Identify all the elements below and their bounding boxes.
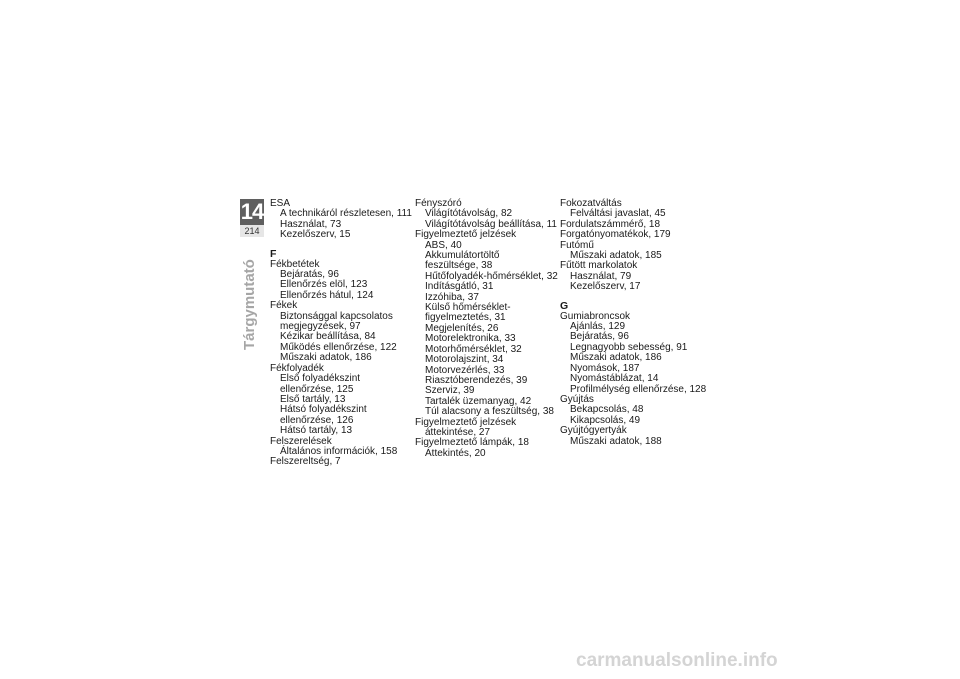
index-subentry: Ajánlás, 129 — [570, 321, 626, 333]
index-entry: Fordulatszámmérő, 18 — [560, 218, 661, 230]
index-letter-heading: G — [560, 299, 569, 312]
index-subentry: Bekapcsolás, 48 — [570, 404, 644, 416]
index-subentry: feszültsége, 38 — [425, 260, 493, 272]
index-subentry: Külső hőmérséklet- — [425, 302, 511, 314]
index-subentry: Műszaki adatok, 188 — [570, 435, 662, 447]
index-entry: Gyújtás — [560, 393, 594, 405]
index-entry: Figyelmeztető jelzések — [415, 229, 517, 241]
index-subentry: Motorolajszint, 34 — [425, 354, 504, 366]
index-subentry: Bejáratás, 96 — [570, 331, 629, 343]
index-subentry: Műszaki adatok, 186 — [570, 352, 662, 364]
index-subentry: Hűtőfolyadék-hőmérséklet, 32 — [425, 270, 558, 282]
chapter-number: 14 — [240, 199, 264, 224]
index-subentry: Biztonsággal kapcsolatos — [280, 310, 393, 322]
index-subentry: Riasztóberendezés, 39 — [425, 374, 528, 386]
index-subentry: Felváltási javaslat, 45 — [570, 208, 666, 220]
index-entry: Fényszóró — [415, 198, 462, 209]
index-subentry: áttekintése, 27 — [425, 426, 491, 438]
index-subentry: Nyomások, 187 — [570, 362, 640, 374]
index-subentry: Bejáratás, 96 — [280, 269, 339, 281]
index-subentry: Hátsó tartály, 13 — [280, 425, 353, 437]
index-subentry: megjegyzések, 97 — [280, 321, 361, 333]
index-subentry: Indításgátló, 31 — [425, 281, 494, 293]
index-subentry: Megjelenítés, 26 — [425, 322, 499, 334]
index-subentry: Tartalék üzemanyag, 42 — [425, 395, 532, 407]
index-subentry: Világítótávolság beállítása, 11 — [425, 218, 557, 230]
index-column-2 — [415, 198, 558, 459]
index-subentry: A technikáról részletesen, 111 — [280, 208, 412, 220]
index-subentry: Ellenőrzés elöl, 123 — [280, 279, 368, 291]
index-subentry: Túl alacsony a feszültség, 38 — [425, 406, 554, 418]
index-subentry: Nyomástáblázat, 14 — [570, 373, 659, 385]
index-entry: Gyújtógyertyák — [560, 425, 627, 437]
index-entry: Felszerelések — [270, 435, 332, 447]
index-subentry: Ellenőrzés hátul, 124 — [280, 289, 374, 301]
index-subentry: ABS, 40 — [425, 239, 462, 251]
index-entry: Fokozatváltás — [560, 198, 622, 209]
index-letter-heading: F — [270, 247, 277, 260]
index-subentry: ellenőrzése, 126 — [280, 414, 354, 426]
index-subentry: Általános információk, 158 — [280, 445, 398, 457]
index-column-1 — [270, 199, 410, 468]
watermark: carmanualsonline.info — [576, 650, 778, 671]
index-subentry: Első folyadékszint — [280, 373, 361, 385]
index-subentry: ellenőrzése, 125 — [280, 383, 354, 395]
index-entry: Figyelmeztető lámpák, 18 — [415, 437, 529, 449]
page-number: 214 — [240, 225, 264, 237]
index-subentry: Műszaki adatok, 186 — [280, 352, 372, 364]
index-entry: Gumiabroncsok — [560, 310, 631, 322]
index-entry: Futómű — [560, 239, 594, 251]
index-subentry: Akkumulátortöltő — [425, 250, 500, 262]
index-subentry: figyelmeztetés, 31 — [425, 312, 506, 324]
index-subentry: Motorelektronika, 33 — [425, 333, 516, 345]
index-entry: Forgatónyomatékok, 179 — [560, 229, 671, 241]
index-entry: Fékbetétek — [270, 258, 320, 270]
index-subentry: Kézikar beállítása, 84 — [280, 331, 376, 343]
index-subentry: Kezelőszerv, 17 — [570, 281, 641, 293]
index-subentry: Világítótávolság, 82 — [425, 208, 513, 220]
index-subentry: Motorvezérlés, 33 — [425, 364, 505, 376]
index-subentry: Legnagyobb sebesség, 91 — [570, 341, 688, 353]
index-column-3 — [560, 198, 707, 447]
index-subentry: Izzóhiba, 37 — [425, 291, 479, 303]
index-entry: Fékfolyadék — [270, 362, 324, 374]
index-entry: Felszereltség, 7 — [270, 456, 341, 468]
index-subentry: Kezelőszerv, 15 — [280, 229, 351, 241]
index-entry: Figyelmeztető jelzések — [415, 416, 517, 428]
index-subentry: Motorhőmérséklet, 32 — [425, 343, 522, 355]
index-subentry: Szerviz, 39 — [425, 385, 475, 397]
index-subentry: Profilmélység ellenőrzése, 128 — [570, 383, 707, 395]
index-subentry: Áttekintés, 20 — [425, 447, 486, 459]
index-subentry: Használat, 73 — [280, 218, 342, 230]
index-subentry: Hátsó folyadékszint — [280, 404, 367, 416]
index-entry: ESA — [270, 198, 291, 209]
index-subentry: Első tartály, 13 — [280, 393, 346, 405]
index-subentry: Kikapcsolás, 49 — [570, 414, 641, 426]
index-subentry: Működés ellenőrzése, 122 — [280, 341, 397, 353]
index-subentry: Műszaki adatok, 185 — [570, 250, 662, 262]
section-title-vertical: Tárgymutató — [241, 259, 258, 350]
index-entry: Fékek — [270, 300, 298, 312]
index-entry: Fűtött markolatok — [560, 260, 638, 272]
index-subentry: Használat, 79 — [570, 270, 632, 282]
